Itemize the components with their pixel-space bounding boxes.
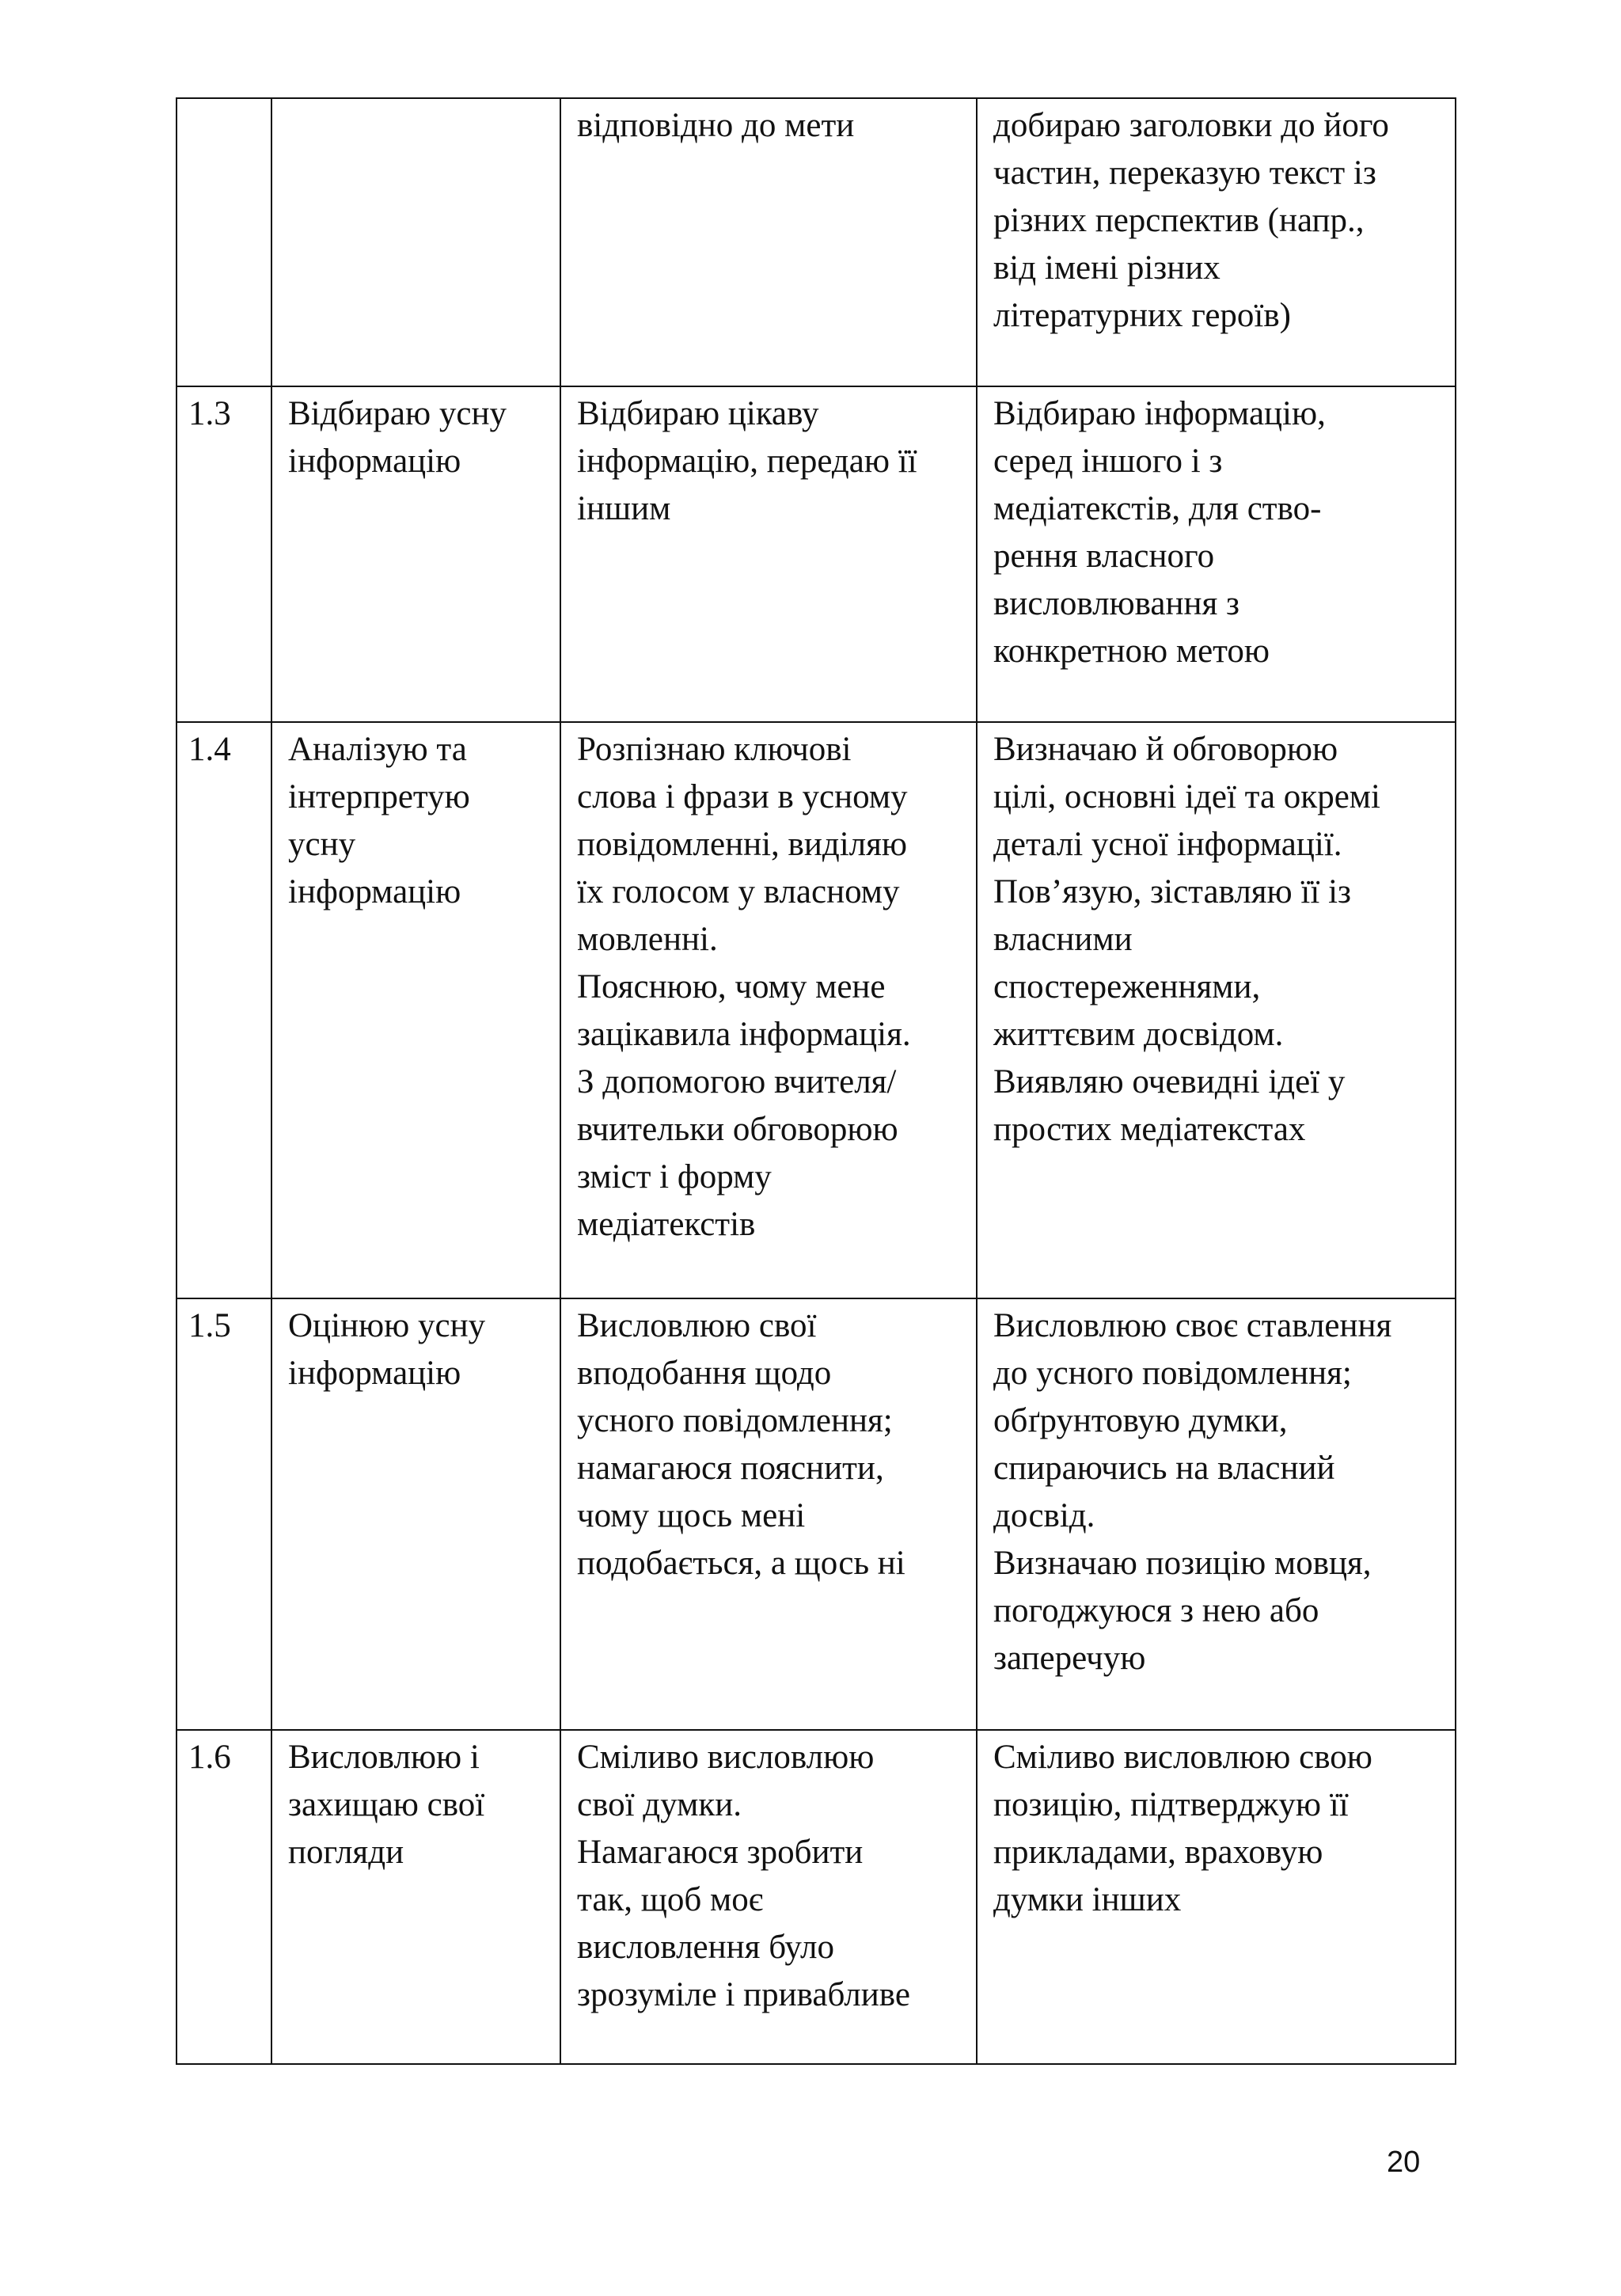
- cell-text-line: 1.4: [188, 731, 231, 768]
- cell-text-line: добираю заголовки до його: [993, 107, 1389, 144]
- cell-basic-outcome: [560, 1298, 977, 1730]
- learning-outcomes-table: [176, 97, 1456, 2065]
- cell-text-line: Сміливо висловлюю свою: [993, 1739, 1372, 1776]
- cell-text-line: так, щоб моє: [577, 1881, 764, 1918]
- cell-text-line: Відбираю цікаву: [577, 395, 819, 432]
- table-body: [177, 98, 1456, 2064]
- cell-text-line: мовленні.: [577, 921, 718, 958]
- cell-basic-outcome: [560, 1730, 977, 2064]
- cell-advanced-outcome: [977, 1730, 1456, 2064]
- cell-text-line: висловлювання з: [993, 585, 1240, 622]
- cell-text-line: інформацію: [288, 443, 461, 480]
- cell-skill: [271, 386, 560, 722]
- cell-text-line: Визначаю й обговорюю: [993, 731, 1338, 768]
- cell-text-line: до усного повідомлення;: [993, 1355, 1352, 1392]
- cell-text-line: слова і фрази в усному: [577, 778, 908, 815]
- cell-text-line: зацікавила інформація.: [577, 1016, 911, 1053]
- cell-text-line: намагаюся пояснити,: [577, 1450, 884, 1487]
- cell-code: [177, 386, 271, 722]
- cell-text-line: конкретною метою: [993, 633, 1270, 670]
- cell-text-line: висловлення було: [577, 1929, 834, 1966]
- cell-code: [177, 98, 271, 386]
- cell-text-line: іншим: [577, 490, 671, 527]
- cell-text-line: власними: [993, 921, 1133, 958]
- cell-text-line: медіатекстів, для ство-: [993, 490, 1322, 527]
- cell-text-line: деталі усної інформації.: [993, 826, 1342, 863]
- cell-text-line: Висловлюю свої: [577, 1307, 817, 1344]
- cell-advanced-outcome: [977, 1298, 1456, 1730]
- cell-text-line: інтерпретую: [288, 778, 470, 815]
- cell-text-line: зрозуміле і привабливе: [577, 1976, 910, 2013]
- cell-text-line: усну: [288, 826, 356, 863]
- cell-text-line: Намагаюся зробити: [577, 1834, 864, 1871]
- cell-basic-outcome: [560, 386, 977, 722]
- cell-text-line: подобається, а щось ні: [577, 1545, 905, 1582]
- cell-text-line: різних перспектив (напр.,: [993, 202, 1365, 239]
- cell-text-line: Визначаю позицію мовця,: [993, 1545, 1372, 1582]
- cell-advanced-outcome: [977, 722, 1456, 1298]
- cell-text-line: інформацію: [288, 873, 461, 910]
- cell-text-line: 1.5: [188, 1307, 231, 1344]
- cell-text-line: погляди: [288, 1834, 404, 1871]
- cell-text-line: заперечую: [993, 1640, 1146, 1677]
- table-row: [177, 722, 1456, 1298]
- table-row: [177, 98, 1456, 386]
- cell-text-line: рення власного: [993, 538, 1215, 575]
- cell-text-line: свої думки.: [577, 1786, 742, 1823]
- cell-text-line: Виявляю очевидні ідеї у: [993, 1063, 1346, 1100]
- cell-text-line: усного повідомлення;: [577, 1402, 893, 1439]
- cell-text-line: Відбираю усну: [288, 395, 507, 432]
- cell-text-line: їх голосом у власному: [577, 873, 900, 910]
- cell-text-line: досвід.: [993, 1497, 1095, 1534]
- cell-text-line: повідомленні, виділяю: [577, 826, 908, 863]
- cell-text-line: 1.6: [188, 1739, 231, 1776]
- cell-text-line: відповідно до мети: [577, 107, 855, 144]
- cell-skill: [271, 722, 560, 1298]
- cell-text-line: вчительки обговорюю: [577, 1111, 898, 1148]
- cell-text-line: інформацію, передаю її: [577, 443, 917, 480]
- cell-text-line: цілі, основні ідеї та окремі: [993, 778, 1380, 815]
- cell-text-line: 1.3: [188, 395, 231, 432]
- cell-text-line: вподобання щодо: [577, 1355, 832, 1392]
- cell-text-line: чому щось мені: [577, 1497, 806, 1534]
- cell-text-line: Висловлюю і: [288, 1739, 480, 1776]
- table-row: [177, 386, 1456, 722]
- cell-basic-outcome: [560, 98, 977, 386]
- cell-text-line: літературних героїв): [993, 297, 1291, 334]
- cell-text-line: Сміливо висловлюю: [577, 1739, 875, 1776]
- cell-text-line: життєвим досвідом.: [993, 1016, 1284, 1053]
- cell-skill: [271, 1730, 560, 2064]
- cell-text-line: серед іншого і з: [993, 443, 1223, 480]
- cell-basic-outcome: [560, 722, 977, 1298]
- cell-text-line: Аналізую та: [288, 731, 467, 768]
- cell-advanced-outcome: [977, 386, 1456, 722]
- page-number: 20: [1387, 2146, 1421, 2179]
- cell-text-line: спостереженнями,: [993, 968, 1261, 1005]
- cell-text-line: зміст і форму: [577, 1158, 772, 1196]
- cell-code: [177, 1730, 271, 2064]
- cell-skill: [271, 1298, 560, 1730]
- cell-text-line: інформацію: [288, 1355, 461, 1392]
- table-row: [177, 1298, 1456, 1730]
- cell-skill: [271, 98, 560, 386]
- cell-code: [177, 1298, 271, 1730]
- cell-text-line: З допомогою вчителя/: [577, 1063, 897, 1100]
- cell-text-line: Пояснюю, чому мене: [577, 968, 886, 1005]
- cell-advanced-outcome: [977, 98, 1456, 386]
- cell-text-line: думки інших: [993, 1881, 1182, 1918]
- cell-text-line: погоджуюся з нею або: [993, 1592, 1319, 1629]
- cell-text-line: обґрунтовую думки,: [993, 1402, 1288, 1439]
- cell-text-line: захищаю свої: [288, 1786, 485, 1823]
- cell-text-line: прикладами, враховую: [993, 1834, 1323, 1871]
- cell-text-line: позицію, підтверджую її: [993, 1786, 1349, 1823]
- cell-text-line: спираючись на власний: [993, 1450, 1335, 1487]
- cell-text-line: Розпізнаю ключові: [577, 731, 852, 768]
- cell-text-line: Пов’язую, зіставляю її із: [993, 873, 1352, 910]
- cell-text-line: від імені різних: [993, 249, 1220, 287]
- cell-text-line: Висловлюю своє ставлення: [993, 1307, 1392, 1344]
- table-row: [177, 1730, 1456, 2064]
- cell-text-line: частин, переказую текст із: [993, 154, 1376, 192]
- cell-text-line: медіатекстів: [577, 1206, 756, 1243]
- cell-text-line: Оцінюю усну: [288, 1307, 486, 1344]
- cell-text-line: Відбираю інформацію,: [993, 395, 1326, 432]
- cell-code: [177, 722, 271, 1298]
- cell-text-line: простих медіатекстах: [993, 1111, 1306, 1148]
